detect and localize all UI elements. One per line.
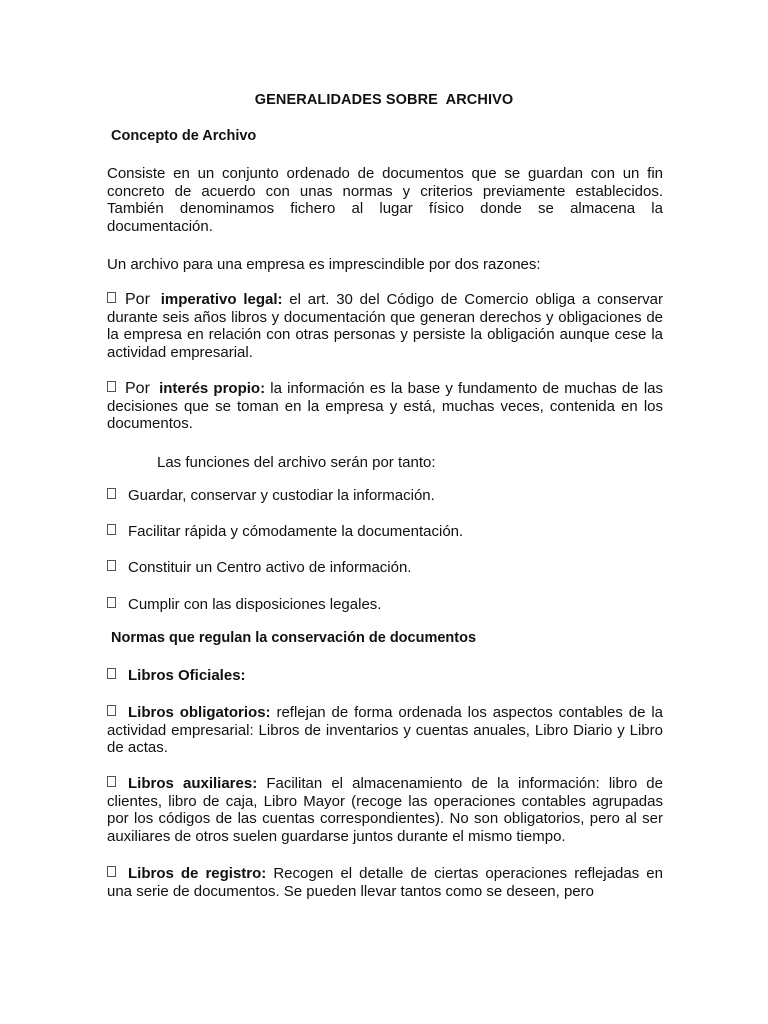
funcion-text: Constituir un Centro activo de información. [128,559,412,576]
razon-interes-propio [107,380,663,433]
heading-concepto: Concepto de Archivo [111,128,257,144]
paragraph-razones: Un archivo para una empresa es imprescindible por dos razones: [107,256,541,273]
list-item [107,523,463,541]
libros-obligatorios [107,704,663,757]
funcion-text: Facilitar rápida y cómodamente la documentación. [128,523,464,540]
heading-normas: Normas que regulan la conservación de documentos [111,630,477,646]
checkbox-bullet-icon [107,524,116,535]
list-item [107,559,411,577]
checkbox-bullet-icon [107,668,116,679]
funcion-text: Guardar, conservar y custodiar la información. [128,487,435,504]
libros-oficiales-label: Libros Oficiales: [128,667,246,684]
checkbox-bullet-icon [107,776,116,787]
libros-registro [107,865,663,900]
libros-obligatorios-label: Libros obligatorios: [128,704,271,721]
libros-auxiliares-label: Libros auxiliares: [128,775,258,792]
checkbox-bullet-icon [107,292,116,303]
checkbox-bullet-icon [107,866,116,877]
razon1-label: imperativo legal: [160,291,283,308]
checkbox-bullet-icon [107,381,116,392]
paragraph-concepto: Consiste en un conjunto ordenado de documentos que se guardan con un fin concreto de acuerdo con unas normas y criterios previamente establecidos. También denominamos fichero al lugar físico donde se almacena la documentación. [107,165,663,235]
razon2-text: la información es la base y fundamento de muchas de las decisiones que se toman en la empresa y está, muchas veces, contenida en los documentos. [107,380,663,432]
checkbox-bullet-icon [107,488,116,499]
list-item [107,487,435,505]
razon1-text: el art. 30 del Código de Comercio obliga a conservar durante seis años libros y documentación que generan derechos y obligaciones de la empresa en relación con otras personas y persiste la obligación aunque cese la actividad empresarial. [107,291,663,361]
libros-auxiliares [107,775,663,845]
libros-auxiliares-text: Facilitan el almacenamiento de la información: libro de clientes, libro de caja, Libro Mayor (recoge las operaciones contables agrupadas por los códigos de las cuentas correspondientes). No son obligatorios, pero al ser auxiliares de otros suelen guardarse juntos durante el mismo tiempo. [107,775,663,845]
por-label: Por [125,380,150,397]
por-label: Por [125,291,150,308]
razon-imperativo-legal [107,291,663,361]
libros-registro-text: Recogen el detalle de ciertas operaciones reflejadas en una serie de documentos. Se pueden llevar tantos como se deseen, pero [107,865,663,900]
razon2-label: interés propio: [159,380,266,397]
list-item [107,596,381,614]
funciones-intro: Las funciones del archivo serán por tanto: [157,454,436,471]
libros-obligatorios-text: reflejan de forma ordenada los aspectos contables de la actividad empresarial: Libros de inventarios y cuentas anuales, Libro Diario y Libro de actas. [107,704,663,756]
checkbox-bullet-icon [107,597,116,608]
funcion-text: Cumplir con las disposiciones legales. [128,596,382,613]
document-title: GENERALIDADES SOBRE ARCHIVO [254,92,514,108]
checkbox-bullet-icon [107,705,116,716]
libros-oficiales [107,667,246,685]
libros-registro-label: Libros de registro: [128,865,267,882]
checkbox-bullet-icon [107,560,116,571]
